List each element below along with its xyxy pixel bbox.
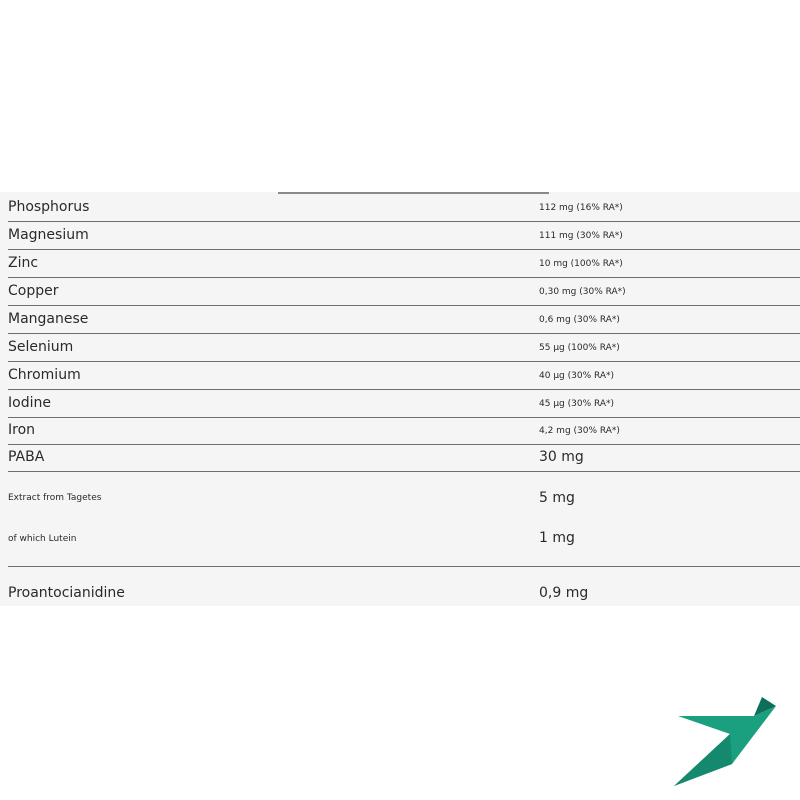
ingredient-value: 1 mg [539, 530, 575, 546]
table-row [8, 390, 800, 418]
ingredient-value: 111 mg (30% RA*) [539, 231, 623, 241]
table-row [8, 306, 800, 334]
ingredient-value: 10 mg (100% RA*) [539, 259, 623, 269]
table-row [8, 567, 800, 605]
ingredient-value: 4,2 mg (30% RA*) [539, 426, 620, 436]
arrow-logo-icon [672, 694, 776, 786]
table-row [8, 445, 800, 472]
ingredient-name: Iodine [8, 395, 51, 411]
ingredient-value: 55 µg (100% RA*) [539, 343, 620, 353]
ingredient-name: of which Lutein [8, 534, 77, 544]
ingredient-value: 0,6 mg (30% RA*) [539, 315, 620, 325]
ingredient-value: 112 mg (16% RA*) [539, 203, 623, 213]
ingredient-value: 45 µg (30% RA*) [539, 399, 615, 409]
ingredient-value: 5 mg [539, 490, 575, 506]
table-row [8, 222, 800, 250]
ingredient-value: 0,9 mg [539, 585, 589, 601]
ingredient-value: 30 mg [539, 449, 584, 465]
table-row [8, 418, 800, 445]
table-row-group [8, 472, 800, 567]
ingredient-name: Copper [8, 283, 59, 299]
ingredient-name: Manganese [8, 311, 89, 327]
ingredient-name: Phosphorus [8, 199, 90, 215]
ingredient-name: Extract from Tagetes [8, 493, 102, 503]
table-row [8, 250, 800, 278]
table-row [8, 362, 800, 390]
table-row [8, 334, 800, 362]
ingredient-name: Chromium [8, 367, 81, 383]
ingredient-value: 40 µg (30% RA*) [539, 371, 615, 381]
ingredient-name: Proantocianidine [8, 585, 125, 601]
table-row [8, 194, 800, 222]
ingredient-value: 0,30 mg (30% RA*) [539, 287, 626, 297]
ingredient-name: Magnesium [8, 227, 89, 243]
ingredient-name: Selenium [8, 339, 74, 355]
table-row [8, 278, 800, 306]
ingredient-name: PABA [8, 449, 45, 465]
ingredient-name: Iron [8, 422, 36, 438]
ingredient-name: Zinc [8, 255, 39, 271]
